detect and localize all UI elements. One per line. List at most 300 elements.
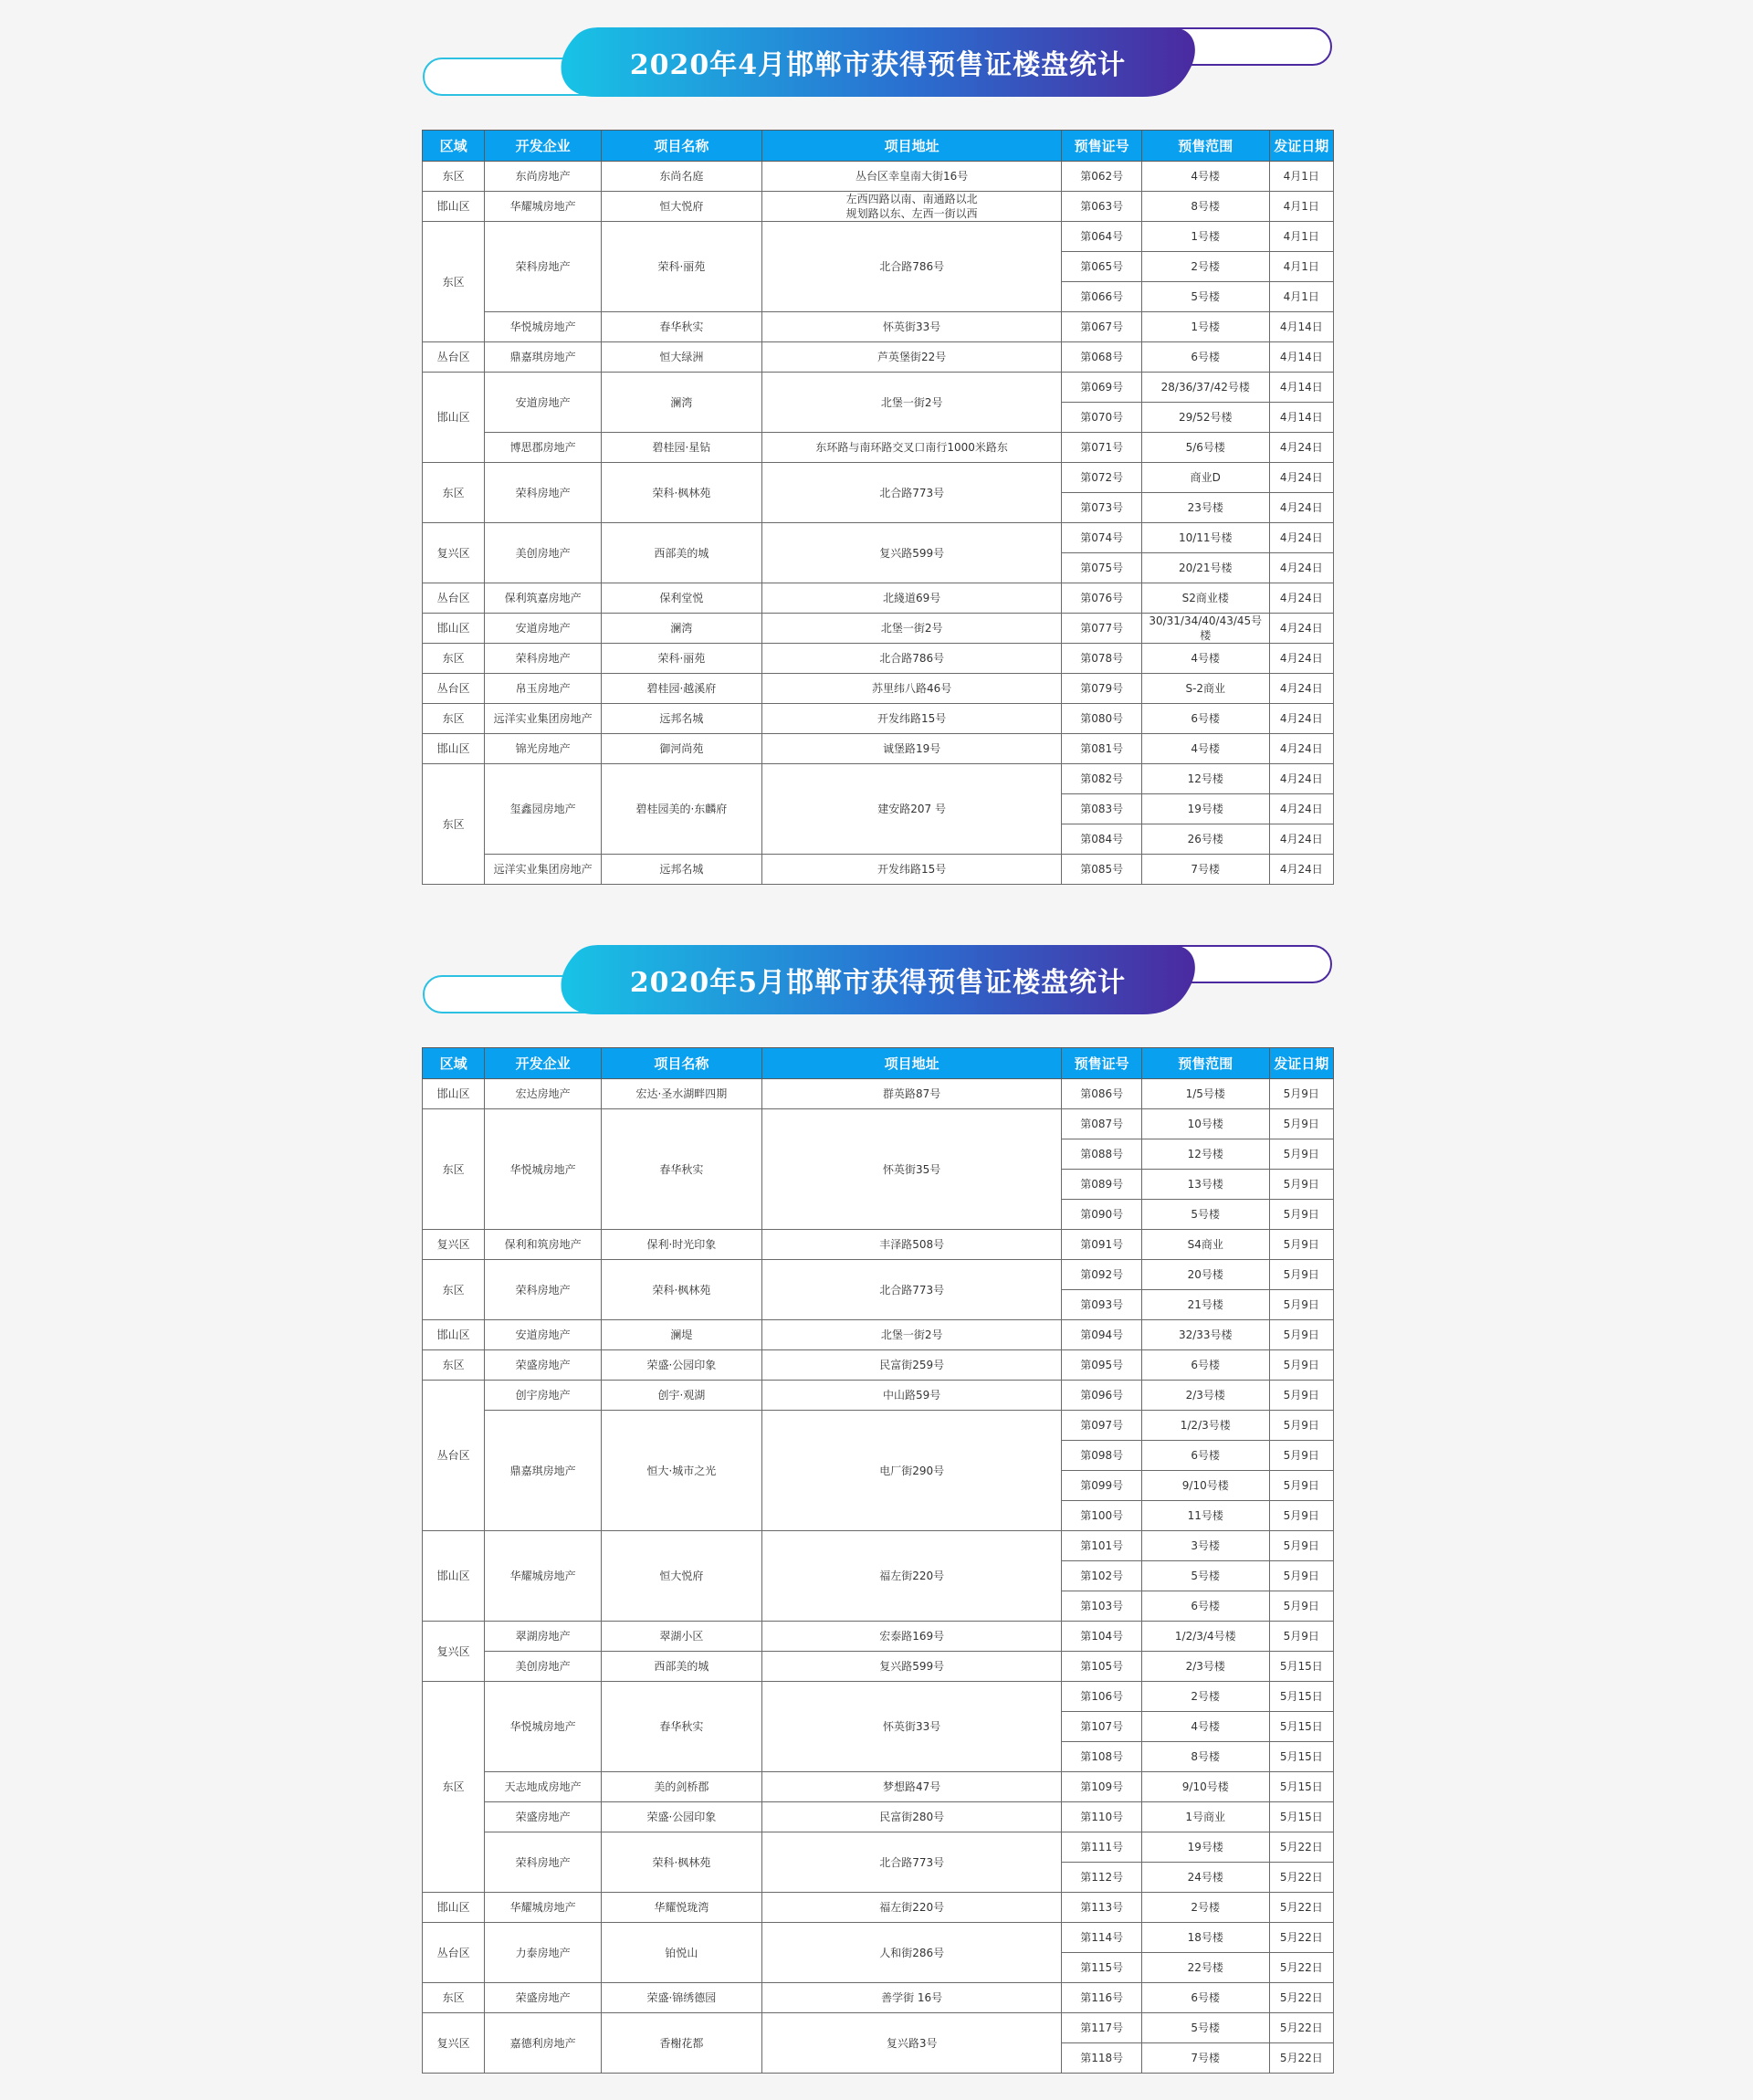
- table-cell: 第082号: [1062, 764, 1141, 794]
- table-cell: 20/21号楼: [1141, 553, 1269, 583]
- table-cell: 5月22日: [1269, 1953, 1333, 1983]
- table-cell: 梦想路47号: [761, 1772, 1062, 1802]
- table-cell: 5月9日: [1269, 1501, 1333, 1531]
- table-cell: 30/31/34/40/43/45号楼: [1141, 614, 1269, 644]
- table-cell: 第081号: [1062, 734, 1141, 764]
- table-cell: 建安路207 号: [761, 764, 1062, 855]
- table-cell: 铂悦山: [601, 1923, 761, 1983]
- table-row: [423, 1320, 1334, 1350]
- table-cell: 6号楼: [1141, 342, 1269, 373]
- table-cell: 5月15日: [1269, 1682, 1333, 1712]
- table-cell: 5月22日: [1269, 1863, 1333, 1893]
- column-header: 开发企业: [485, 1048, 602, 1079]
- table-cell: 宏泰路169号: [761, 1622, 1062, 1652]
- table-cell: 28/36/37/42号楼: [1141, 373, 1269, 403]
- table-cell: 澜湾: [601, 373, 761, 433]
- table-cell: 4月24日: [1269, 553, 1333, 583]
- table-cell: 18号楼: [1141, 1923, 1269, 1953]
- april-body: [423, 162, 1334, 885]
- table-cell: 复兴区: [423, 2013, 485, 2074]
- table-cell: 2/3号楼: [1141, 1652, 1269, 1682]
- table-cell: 东区: [423, 764, 485, 885]
- table-cell: 中山路59号: [761, 1381, 1062, 1411]
- table-cell: 保利堂悦: [601, 583, 761, 614]
- table-row: [423, 1079, 1334, 1109]
- table-cell: 东尚名庭: [601, 162, 761, 192]
- table-cell: 北合路773号: [761, 1832, 1062, 1893]
- table-row: [423, 614, 1334, 644]
- table-cell: 宏达·圣水湖畔四期: [601, 1079, 761, 1109]
- table-row: [423, 855, 1334, 885]
- table-cell: 北綫道69号: [761, 583, 1062, 614]
- table-cell: 第071号: [1062, 433, 1141, 463]
- table-cell: 5月9日: [1269, 1411, 1333, 1441]
- table-cell: 8号楼: [1141, 192, 1269, 222]
- table-cell: 6号楼: [1141, 1350, 1269, 1381]
- table-cell: 第088号: [1062, 1139, 1141, 1170]
- table-cell: 4月1日: [1269, 252, 1333, 282]
- table-cell: 第109号: [1062, 1772, 1141, 1802]
- table-cell: 锦光房地产: [485, 734, 602, 764]
- table-cell: 5月9日: [1269, 1109, 1333, 1139]
- table-cell: 荣科房地产: [485, 222, 602, 312]
- table-cell: 怀英街33号: [761, 312, 1062, 342]
- table-cell: 5月9日: [1269, 1230, 1333, 1260]
- table-cell: 荣盛房地产: [485, 1350, 602, 1381]
- table-cell: 西部美的城: [601, 523, 761, 583]
- table-cell: 1号楼: [1141, 222, 1269, 252]
- table-cell: 第063号: [1062, 192, 1141, 222]
- table-cell: 9/10号楼: [1141, 1772, 1269, 1802]
- table-cell: 5月22日: [1269, 1983, 1333, 2013]
- table-cell: 恒大·城市之光: [601, 1411, 761, 1531]
- table-cell: 邯山区: [423, 1079, 485, 1109]
- table-row: [423, 1893, 1334, 1923]
- table-cell: 32/33号楼: [1141, 1320, 1269, 1350]
- table-cell: 12号楼: [1141, 764, 1269, 794]
- table-cell: 美创房地产: [485, 523, 602, 583]
- table-cell: 第097号: [1062, 1411, 1141, 1441]
- table-row: [423, 1350, 1334, 1381]
- table-cell: 5月9日: [1269, 1200, 1333, 1230]
- table-cell: 东区: [423, 463, 485, 523]
- table-cell: 2号楼: [1141, 1893, 1269, 1923]
- table-cell: 创宇房地产: [485, 1381, 602, 1411]
- table-row: [423, 674, 1334, 704]
- table-cell: 芦英堡街22号: [761, 342, 1062, 373]
- table-cell: 邯山区: [423, 1320, 485, 1350]
- table-cell: 第067号: [1062, 312, 1141, 342]
- table-cell: 商业D: [1141, 463, 1269, 493]
- column-header: 项目地址: [761, 1048, 1062, 1079]
- column-header: 开发企业: [485, 131, 602, 162]
- table-cell: 帛玉房地产: [485, 674, 602, 704]
- table-cell: 第084号: [1062, 824, 1141, 855]
- table-cell: 5月22日: [1269, 1893, 1333, 1923]
- table-cell: 4号楼: [1141, 162, 1269, 192]
- table-cell: 2/3号楼: [1141, 1381, 1269, 1411]
- april-table: [422, 130, 1334, 885]
- table-row: [423, 583, 1334, 614]
- table-cell: 第070号: [1062, 403, 1141, 433]
- table-cell: 5月22日: [1269, 2013, 1333, 2043]
- table-cell: 鼎嘉琪房地产: [485, 342, 602, 373]
- table-cell: 第073号: [1062, 493, 1141, 523]
- table-cell: 6号楼: [1141, 1441, 1269, 1471]
- table-cell: 远洋实业集团房地产: [485, 704, 602, 734]
- table-cell: 复兴路3号: [761, 2013, 1062, 2074]
- table-cell: 怀英街33号: [761, 1682, 1062, 1772]
- table-cell: 第075号: [1062, 553, 1141, 583]
- table-row: [423, 373, 1334, 403]
- table-cell: 4月14日: [1269, 312, 1333, 342]
- table-cell: 第118号: [1062, 2043, 1141, 2074]
- table-cell: 复兴区: [423, 523, 485, 583]
- table-cell: 保利·时光印象: [601, 1230, 761, 1260]
- table-cell: 第066号: [1062, 282, 1141, 312]
- table-cell: 5月9日: [1269, 1350, 1333, 1381]
- table-cell: 第077号: [1062, 614, 1141, 644]
- table-cell: 23号楼: [1141, 493, 1269, 523]
- table-row: [423, 1923, 1334, 1953]
- table-cell: 怀英街35号: [761, 1109, 1062, 1230]
- table-cell: 香榭花都: [601, 2013, 761, 2074]
- table-cell: 丛台区: [423, 1923, 485, 1983]
- table-cell: 东区: [423, 222, 485, 342]
- table-cell: 嘉德利房地产: [485, 2013, 602, 2074]
- table-cell: 11号楼: [1141, 1501, 1269, 1531]
- table-cell: 远邦名城: [601, 855, 761, 885]
- table-cell: 22号楼: [1141, 1953, 1269, 1983]
- may-header-row: [423, 1048, 1334, 1079]
- table-cell: 保利和筑房地产: [485, 1230, 602, 1260]
- table-cell: 1/5号楼: [1141, 1079, 1269, 1109]
- table-cell: 左西四路以南、南通路以北 规划路以东、左西一街以西: [761, 192, 1062, 222]
- table-cell: 第068号: [1062, 342, 1141, 373]
- may-section: [422, 943, 1334, 2074]
- table-cell: 第094号: [1062, 1320, 1141, 1350]
- table-cell: 荣盛·公园印象: [601, 1802, 761, 1832]
- table-cell: 邯山区: [423, 373, 485, 463]
- table-cell: 邯山区: [423, 192, 485, 222]
- table-cell: 第106号: [1062, 1682, 1141, 1712]
- table-cell: 1/2/3号楼: [1141, 1411, 1269, 1441]
- table-cell: 2号楼: [1141, 252, 1269, 282]
- table-cell: 第092号: [1062, 1260, 1141, 1290]
- table-cell: 荣科·丽苑: [601, 222, 761, 312]
- table-cell: 4月1日: [1269, 192, 1333, 222]
- table-row: [423, 644, 1334, 674]
- table-cell: 荣科房地产: [485, 1260, 602, 1320]
- table-cell: 第086号: [1062, 1079, 1141, 1109]
- table-cell: 安道房地产: [485, 373, 602, 433]
- table-cell: 荣盛·公园印象: [601, 1350, 761, 1381]
- table-cell: 丛台区: [423, 583, 485, 614]
- table-cell: 东区: [423, 1983, 485, 2013]
- table-cell: 5号楼: [1141, 1200, 1269, 1230]
- table-cell: 第103号: [1062, 1591, 1141, 1622]
- may-body: [423, 1079, 1334, 2074]
- table-cell: S4商业: [1141, 1230, 1269, 1260]
- table-cell: 4号楼: [1141, 734, 1269, 764]
- table-cell: 4月24日: [1269, 824, 1333, 855]
- table-cell: 美创房地产: [485, 1652, 602, 1682]
- table-cell: 东尚房地产: [485, 162, 602, 192]
- april-header-row: [423, 131, 1334, 162]
- table-cell: 澜湾: [601, 614, 761, 644]
- table-cell: S2商业楼: [1141, 583, 1269, 614]
- table-cell: 宏达房地产: [485, 1079, 602, 1109]
- table-cell: 东区: [423, 1682, 485, 1893]
- table-cell: 5月9日: [1269, 1622, 1333, 1652]
- table-cell: 邯山区: [423, 614, 485, 644]
- table-cell: 5月9日: [1269, 1320, 1333, 1350]
- table-cell: 民富街259号: [761, 1350, 1062, 1381]
- table-cell: 5月9日: [1269, 1170, 1333, 1200]
- table-cell: 4号楼: [1141, 644, 1269, 674]
- column-header: 发证日期: [1269, 131, 1333, 162]
- table-cell: 4月24日: [1269, 794, 1333, 824]
- table-cell: 29/52号楼: [1141, 403, 1269, 433]
- table-cell: 开发纬路15号: [761, 704, 1062, 734]
- table-cell: 5号楼: [1141, 1561, 1269, 1591]
- table-cell: 荣科房地产: [485, 644, 602, 674]
- table-cell: S-2商业: [1141, 674, 1269, 704]
- table-cell: 4月14日: [1269, 342, 1333, 373]
- table-cell: 第083号: [1062, 794, 1141, 824]
- table-cell: 4月24日: [1269, 463, 1333, 493]
- table-cell: 荣盛房地产: [485, 1802, 602, 1832]
- table-cell: 4月24日: [1269, 674, 1333, 704]
- table-cell: 19号楼: [1141, 1832, 1269, 1863]
- table-cell: 1号楼: [1141, 312, 1269, 342]
- table-cell: 第105号: [1062, 1652, 1141, 1682]
- table-cell: 东区: [423, 1109, 485, 1230]
- table-cell: 春华秋实: [601, 312, 761, 342]
- table-cell: 6号楼: [1141, 1983, 1269, 2013]
- table-cell: 第078号: [1062, 644, 1141, 674]
- table-row: [423, 523, 1334, 553]
- column-header: 预售范围: [1141, 131, 1269, 162]
- table-cell: 春华秋实: [601, 1109, 761, 1230]
- table-cell: 4月1日: [1269, 222, 1333, 252]
- table-cell: 5号楼: [1141, 2013, 1269, 2043]
- table-cell: 5月15日: [1269, 1652, 1333, 1682]
- may-title: 2020年5月邯郸市获得预售证楼盘统计: [629, 967, 1127, 999]
- table-cell: 翠湖房地产: [485, 1622, 602, 1652]
- table-cell: 3号楼: [1141, 1531, 1269, 1561]
- table-cell: 第104号: [1062, 1622, 1141, 1652]
- table-cell: 第076号: [1062, 583, 1141, 614]
- table-cell: 华耀城房地产: [485, 192, 602, 222]
- table-cell: 荣科房地产: [485, 463, 602, 523]
- table-cell: 远洋实业集团房地产: [485, 855, 602, 885]
- table-row: [423, 222, 1334, 252]
- table-cell: 5月22日: [1269, 1923, 1333, 1953]
- table-cell: 荣科·枫林苑: [601, 463, 761, 523]
- table-cell: 北合路786号: [761, 222, 1062, 312]
- table-cell: 第112号: [1062, 1863, 1141, 1893]
- table-cell: 力泰房地产: [485, 1923, 602, 1983]
- table-cell: 第096号: [1062, 1381, 1141, 1411]
- table-row: [423, 1260, 1334, 1290]
- table-cell: 20号楼: [1141, 1260, 1269, 1290]
- table-cell: 人和街286号: [761, 1923, 1062, 1983]
- table-cell: 荣科·枫林苑: [601, 1832, 761, 1893]
- table-cell: 美的剑桥郡: [601, 1772, 761, 1802]
- table-cell: 丛台区: [423, 674, 485, 704]
- may-table: [422, 1047, 1334, 2074]
- table-cell: 恒大悦府: [601, 192, 761, 222]
- table-cell: 创宇·观湖: [601, 1381, 761, 1411]
- table-cell: 复兴路599号: [761, 1652, 1062, 1682]
- table-row: [423, 734, 1334, 764]
- table-row: [423, 1109, 1334, 1139]
- table-cell: 保利筑嘉房地产: [485, 583, 602, 614]
- table-row: [423, 1832, 1334, 1863]
- table-cell: 5月15日: [1269, 1742, 1333, 1772]
- table-cell: 13号楼: [1141, 1170, 1269, 1200]
- column-header: 项目名称: [601, 1048, 761, 1079]
- table-cell: 碧桂园美的·东麟府: [601, 764, 761, 855]
- table-cell: 5月22日: [1269, 1832, 1333, 1863]
- april-title-banner: [422, 26, 1334, 99]
- table-cell: 第100号: [1062, 1501, 1141, 1531]
- table-cell: 华耀悦珑湾: [601, 1893, 761, 1923]
- table-row: [423, 764, 1334, 794]
- table-cell: 邯山区: [423, 734, 485, 764]
- table-cell: 1/2/3/4号楼: [1141, 1622, 1269, 1652]
- table-cell: 荣盛房地产: [485, 1983, 602, 2013]
- table-cell: 5月15日: [1269, 1772, 1333, 1802]
- table-cell: 邯山区: [423, 1893, 485, 1923]
- table-cell: 第065号: [1062, 252, 1141, 282]
- table-cell: 远邦名城: [601, 704, 761, 734]
- table-cell: 4月24日: [1269, 583, 1333, 614]
- table-cell: 5月9日: [1269, 1531, 1333, 1561]
- april-section: [422, 26, 1334, 885]
- table-cell: 丛台区幸皇南大街16号: [761, 162, 1062, 192]
- table-cell: 鼎嘉琪房地产: [485, 1411, 602, 1531]
- table-cell: 丰泽路508号: [761, 1230, 1062, 1260]
- table-cell: 开发纬路15号: [761, 855, 1062, 885]
- table-row: [423, 1230, 1334, 1260]
- table-cell: 东区: [423, 162, 485, 192]
- table-cell: 7号楼: [1141, 2043, 1269, 2074]
- table-cell: 第098号: [1062, 1441, 1141, 1471]
- table-cell: 4月24日: [1269, 614, 1333, 644]
- column-header: 预售证号: [1062, 1048, 1141, 1079]
- table-cell: 4月24日: [1269, 523, 1333, 553]
- table-cell: 恒大悦府: [601, 1531, 761, 1622]
- table-cell: 第090号: [1062, 1200, 1141, 1230]
- table-row: [423, 1531, 1334, 1561]
- table-cell: 5月9日: [1269, 1471, 1333, 1501]
- table-row: [423, 1622, 1334, 1652]
- table-cell: 5月9日: [1269, 1441, 1333, 1471]
- table-row: [423, 1652, 1334, 1682]
- april-title: 2020年4月邯郸市获得预售证楼盘统计: [629, 49, 1127, 81]
- column-header: 项目名称: [601, 131, 761, 162]
- table-cell: 第115号: [1062, 1953, 1141, 1983]
- table-cell: 天志地成房地产: [485, 1772, 602, 1802]
- table-cell: 诚堡路19号: [761, 734, 1062, 764]
- table-cell: 21号楼: [1141, 1290, 1269, 1320]
- table-cell: 福左街220号: [761, 1531, 1062, 1622]
- table-cell: 荣科·丽苑: [601, 644, 761, 674]
- table-cell: 4月24日: [1269, 855, 1333, 885]
- table-cell: 群英路87号: [761, 1079, 1062, 1109]
- table-cell: 北堡一街2号: [761, 373, 1062, 433]
- table-cell: 东区: [423, 1260, 485, 1320]
- table-row: [423, 1983, 1334, 2013]
- table-cell: 9/10号楼: [1141, 1471, 1269, 1501]
- table-cell: 荣科·枫林苑: [601, 1260, 761, 1320]
- table-cell: 第072号: [1062, 463, 1141, 493]
- column-header: 预售证号: [1062, 131, 1141, 162]
- table-cell: 北合路786号: [761, 644, 1062, 674]
- table-cell: 荣科房地产: [485, 1832, 602, 1893]
- table-cell: 第117号: [1062, 2013, 1141, 2043]
- table-cell: 第099号: [1062, 1471, 1141, 1501]
- table-cell: 第062号: [1062, 162, 1141, 192]
- table-cell: 福左街220号: [761, 1893, 1062, 1923]
- table-row: [423, 704, 1334, 734]
- table-cell: 5月9日: [1269, 1079, 1333, 1109]
- table-cell: 10号楼: [1141, 1109, 1269, 1139]
- table-cell: 华悦城房地产: [485, 312, 602, 342]
- table-cell: 第093号: [1062, 1290, 1141, 1320]
- table-cell: 华悦城房地产: [485, 1682, 602, 1772]
- table-cell: 5月9日: [1269, 1381, 1333, 1411]
- table-cell: 第116号: [1062, 1983, 1141, 2013]
- table-row: [423, 463, 1334, 493]
- table-cell: 5月15日: [1269, 1802, 1333, 1832]
- table-cell: 北合路773号: [761, 1260, 1062, 1320]
- table-cell: 东区: [423, 704, 485, 734]
- table-cell: 玺鑫园房地产: [485, 764, 602, 855]
- table-cell: 第087号: [1062, 1109, 1141, 1139]
- table-cell: 复兴区: [423, 1230, 485, 1260]
- table-cell: 北堡一街2号: [761, 614, 1062, 644]
- table-cell: 4月24日: [1269, 644, 1333, 674]
- column-header: 区域: [423, 131, 485, 162]
- table-cell: 24号楼: [1141, 1863, 1269, 1893]
- table-cell: 5月15日: [1269, 1712, 1333, 1742]
- table-cell: 翠湖小区: [601, 1622, 761, 1652]
- table-row: [423, 1411, 1334, 1441]
- table-cell: 5/6号楼: [1141, 433, 1269, 463]
- table-cell: 1号商业: [1141, 1802, 1269, 1832]
- table-cell: 碧桂园·越溪府: [601, 674, 761, 704]
- column-header: 区域: [423, 1048, 485, 1079]
- table-cell: 第095号: [1062, 1350, 1141, 1381]
- table-cell: 碧桂园·星钻: [601, 433, 761, 463]
- table-cell: 安道房地产: [485, 614, 602, 644]
- table-cell: 8号楼: [1141, 1742, 1269, 1772]
- table-cell: 东环路与南环路交叉口南行1000米路东: [761, 433, 1062, 463]
- table-cell: 第091号: [1062, 1230, 1141, 1260]
- column-header: 项目地址: [761, 131, 1062, 162]
- table-cell: 复兴区: [423, 1622, 485, 1682]
- table-cell: 4号楼: [1141, 1712, 1269, 1742]
- table-cell: 第111号: [1062, 1832, 1141, 1863]
- table-cell: 4月24日: [1269, 734, 1333, 764]
- table-cell: 华耀城房地产: [485, 1893, 602, 1923]
- table-cell: 5月9日: [1269, 1290, 1333, 1320]
- table-cell: 4月14日: [1269, 403, 1333, 433]
- table-row: [423, 2013, 1334, 2043]
